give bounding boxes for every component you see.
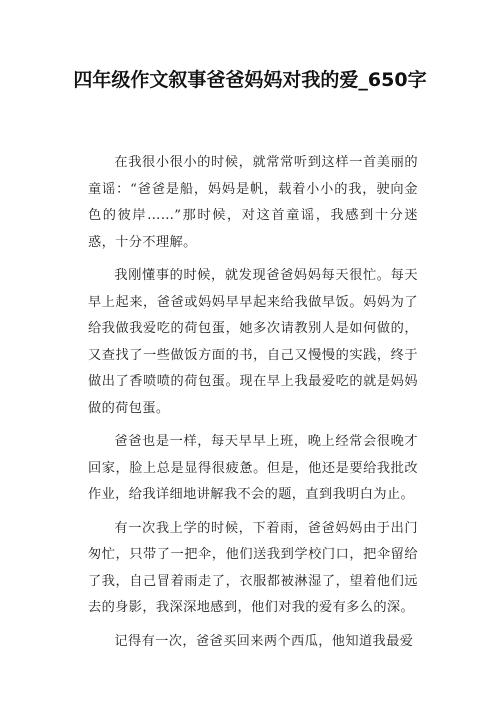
document-body <box>88 150 418 662</box>
paragraph: 我刚懂事的时候，就发现爸爸妈妈每天很忙。每天早上起来，爸爸或妈妈早早起来给我做早饭。妈妈为了给我做我爱吃的荷包蛋，她多次请教别人是如何做的，又查找了一些做饭方面的书，自己又慢慢的实践，终于做出了香喷喷的荷包蛋。现在早上我最爱吃的就是妈妈做的荷包蛋。 <box>88 268 418 416</box>
paragraph: 爸爸也是一样，每天早早上班，晚上经常会很晚才回家，脸上总是显得很疲惫。但是，他还是要给我批改作业，给我详细地讲解我不会的题，直到我明白为止。 <box>88 434 418 502</box>
paragraph: 有一次我上学的时候，下着雨，爸爸妈妈由于出门匆忙，只带了一把伞，他们送我到学校门口，把伞留给了我，自己冒着雨走了，衣服都被淋湿了，望着他们远去的身影，我深深地感到，他们对我的爱有多么的深。 <box>88 520 418 615</box>
document-title: 四年级作文叙事爸爸妈妈对我的爱_650字 <box>73 69 427 91</box>
paragraph: 在我很小很小的时候，就常常听到这样一首美丽的童谣：“爸爸是船，妈妈是帆，载着小小的我，驶向金色的彼岸……”那时候，对这首童谣，我感到十分迷惑，十分不理解。 <box>88 155 418 250</box>
paragraph: 记得有一次，爸爸买回来两个西瓜，他知道我最爱 <box>114 633 414 649</box>
